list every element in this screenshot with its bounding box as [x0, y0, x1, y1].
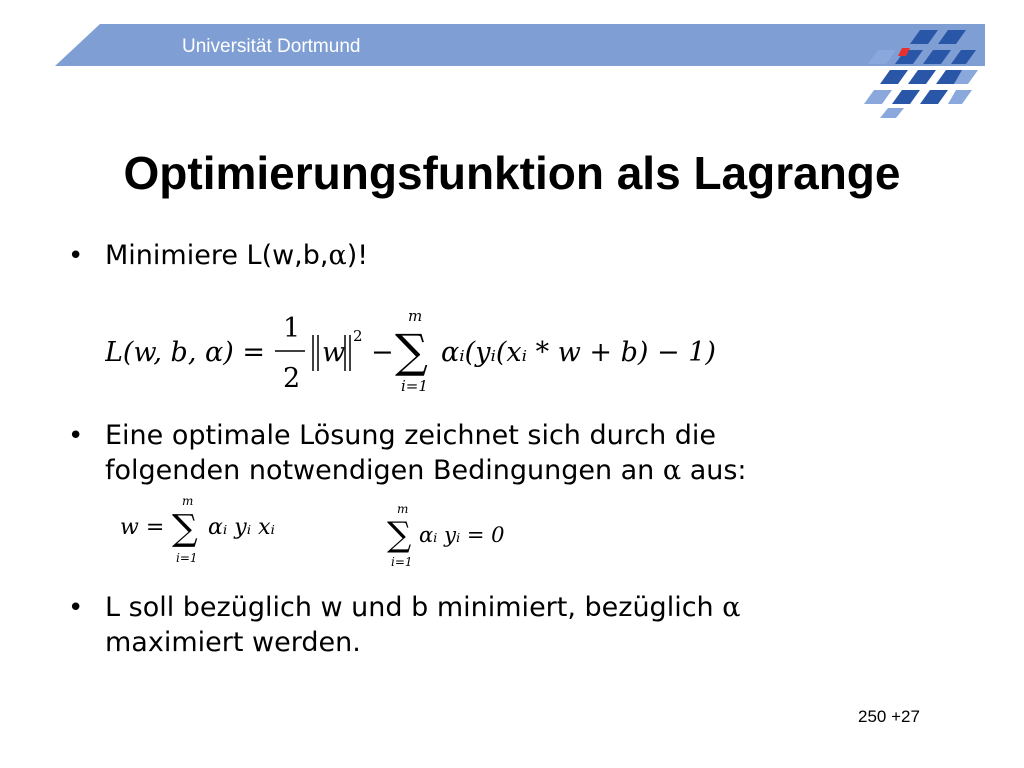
- bullet-1-text: [105, 238, 368, 273]
- lagrangian-formula: [105, 305, 725, 400]
- sum-lower: i=1: [391, 555, 413, 569]
- bullet-1-after: )!: [346, 240, 369, 271]
- sum-lower: i=1: [401, 377, 428, 395]
- norm-variable: w: [322, 337, 346, 368]
- bullet-marker: •: [68, 421, 84, 451]
- bullet-marker: •: [68, 593, 84, 623]
- svg-text:∑: ∑: [395, 324, 428, 378]
- bullet-marker: •: [68, 241, 84, 271]
- bullet-2-after: aus:: [681, 455, 747, 486]
- svg-text:∑: ∑: [387, 515, 412, 555]
- bullet-3-line-1: [105, 590, 740, 625]
- minus-sign: −: [371, 337, 394, 368]
- alpha-symbol: α: [722, 592, 741, 623]
- lagrangian-body: αᵢ(yᵢ(xᵢ * w + b) − 1): [441, 337, 716, 368]
- sum-lower: i=1: [176, 551, 198, 565]
- svg-text:∑: ∑: [172, 508, 198, 549]
- fraction-numerator: 1: [283, 313, 301, 344]
- lagrangian-lhs: L(w, b, α) =: [105, 337, 265, 368]
- bullet-2-before: folgenden notwendigen Bedingungen an: [105, 455, 663, 486]
- fraction-denominator: 2: [283, 363, 301, 394]
- alpha-symbol: α: [662, 455, 682, 486]
- bullet-3-before: L soll bezüglich w und b minimiert, bezüglich: [105, 592, 723, 623]
- bullet-1-before: Minimiere L(w,b,: [105, 240, 329, 271]
- condition-w-formula: [120, 492, 320, 570]
- condition-b-formula: [385, 500, 535, 572]
- alpha-symbol: α: [328, 240, 347, 271]
- condition-w-lhs: w =: [120, 515, 165, 540]
- condition-b-body: αᵢ yᵢ = 0: [419, 523, 505, 547]
- sum-upper: m: [182, 494, 194, 508]
- sum-upper: m: [408, 307, 423, 325]
- bullet-2-line-1: Eine optimale Lösung zeichnet sich durch die: [105, 420, 717, 451]
- bullet-2-line-2: [105, 453, 747, 488]
- norm-exponent: 2: [353, 327, 363, 345]
- bullet-3-line-2: maximiert werden.: [105, 627, 361, 658]
- university-name: Universität Dortmund: [182, 36, 361, 57]
- university-logo: [850, 22, 980, 120]
- condition-w-body: αᵢ yᵢ xᵢ: [208, 515, 275, 540]
- page-number: 250 +27: [858, 707, 920, 726]
- sum-upper: m: [397, 502, 409, 516]
- slide-title: Optimierungsfunktion als Lagrange: [123, 147, 901, 199]
